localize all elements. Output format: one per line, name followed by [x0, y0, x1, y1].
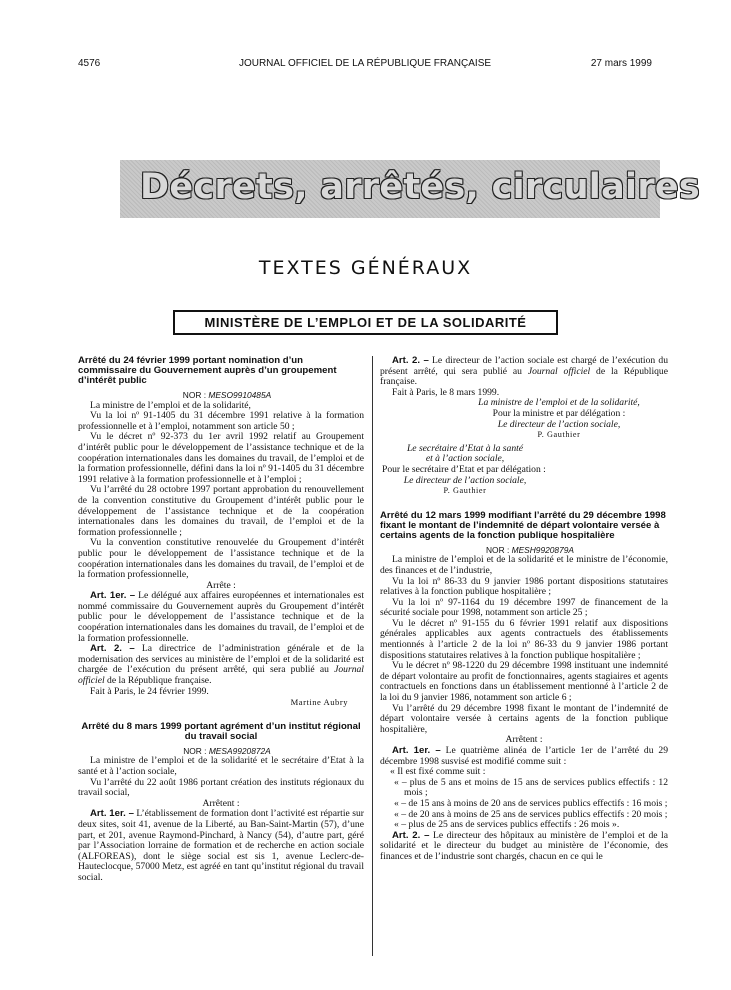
left-column — [78, 356, 364, 884]
quoted-item: « – de 15 ans à moins de 20 ans de services publics effectifs : 16 mois ; — [394, 797, 668, 809]
nor-reference-2: NOR : MESA9920872A — [183, 745, 271, 756]
section-title: TEXTES GÉNÉRAUX — [258, 257, 473, 279]
visa: Vu le décret nº 92-373 du 1er avril 1992 relatif au Groupement d’intérêt public pour le développement de l’assistance technique et de la coopération internationales dans les domaines du travail, de l’emploi et de la formation professionnelle, défini dans la loi nº 91-1405 du 31 décembre 1991 relative à la formation professionnelle et à l’emploi ; — [78, 431, 364, 485]
nor-reference-3: NOR : MESH9920879A — [486, 544, 574, 555]
article-2: Art. 2. – La directrice de l’administration générale et de la modernisation des services au ministère de l’emploi et de la solidarité est chargée de l’exécution du présent arrêté, qui sera publié au Journal officiel de la République française. — [78, 643, 364, 687]
arrete-heading: Arrêtent : — [202, 797, 240, 809]
quoted-item: « – de 20 ans à moins de 25 ans de services publics effectifs : 20 mois ; — [394, 808, 668, 820]
delegation: Pour le secrétaire d’Etat et par délégation : — [382, 463, 546, 475]
decree-title-1: Arrêté du 24 février 1999 portant nomination d’un commissaire du Gouvernement auprès d’un groupement d’intérêt public — [78, 355, 337, 386]
decree-title-3: Arrêté du 12 mars 1999 modifiant l’arrêté du 29 décembre 1998 fixant le montant de l’indemnité de départ volontaire versée à certains agents de la fonction publique hospitalière — [380, 509, 666, 541]
journal-title: JOURNAL OFFICIEL DE LA RÉPUBLIQUE FRANÇAISE — [238, 58, 492, 69]
decree-title-2: Arrêté du 8 mars 1999 portant agrément d’un institut régional du travail social — [81, 720, 361, 742]
signatory-role: et à l’action sociale, — [425, 453, 505, 465]
signature-date: Fait à Paris, le 8 mars 1999. — [392, 386, 500, 398]
issue-date: 27 mars 1999 — [590, 58, 652, 69]
arrete-heading: Arrête : — [206, 579, 236, 591]
page-number: 4576 — [78, 58, 101, 69]
page-header — [78, 58, 652, 72]
banner-title: Décrets, arrêtés, circulaires — [140, 167, 701, 207]
signature-date: Fait à Paris, le 24 février 1999. — [90, 685, 209, 697]
article-2: Art. 2. – Le directeur des hôpitaux au ministère de l’emploi et de la solidarité et le directeur du budget au ministère de l’économie, des finances et de l’industrie sont chargés, chacun en ce qui le — [380, 829, 668, 862]
ministry-box: MINISTÈRE DE L’EMPLOI ET DE LA SOLIDARITÉ — [173, 310, 558, 335]
signatory-name: P. Gauthier — [443, 486, 487, 496]
article-1: Art. 1er. – Le quatrième alinéa de l’article 1er de l’arrêté du 29 décembre 1998 susvisé est modifié comme suit : — [380, 745, 668, 767]
quoted-item: « – plus de 25 ans de services publics effectifs : 26 mois ». — [394, 819, 620, 831]
visa: Vu le décret nº 98-1220 du 29 décembre 1998 instituant une indemnité de départ volontaire au profit de fonctionnaires, agents stagiaires et agents contractuels en fonctions dans un établissement mentionné à l’article 2 de la loi du 9 janvier 1986, notamment son article 6 ; — [380, 660, 668, 704]
article-1: Art. 1er. – L’établissement de formation dont l’activité est répartie sur deux sites, soit 41, avenue de la Liberté, au Ban-Saint-Martin (57), d’une part, et 201, avenue Raymond-Pinchard, à Nancy (54), d’autre part, géré par l’Association lorraine de formation et de recherche en action sociale (ALFOREAS), dont le siège social est sis 1, avenue Leclerc-de-Hauteclocque, 57000 Metz, est agréé en tant qu’institut régional du travail social. — [78, 808, 364, 883]
visa: Vu le décret nº 91-155 du 6 février 1991 relatif aux dispositions générales applicables aux agents contractuels des établissements mentionnés à l’article 2 de la loi nº 86-33 du 9 janvier 1986 portant dispositions statutaires relatives à la fonction publique hospitalière ; — [380, 617, 668, 661]
signatory-name: P. Gauthier — [537, 430, 581, 440]
delegation: Pour la ministre et par délégation : — [492, 407, 626, 419]
signature-block-2 — [380, 444, 550, 465]
visa: Vu l’arrêté du 28 octobre 1997 portant approbation du renouvellement de la convention constitutive du Groupement d’intérêt public pour le développement de l’assistance technique et de la coopération internationales dans les domaines du travail, de l’emploi et de la formation professionnelle ; — [78, 484, 364, 538]
preamble: La ministre de l’emploi et de la solidarité, — [90, 399, 251, 411]
visa: Vu la loi nº 86-33 du 9 janvier 1986 portant dispositions statutaires relatives à la fonction publique hospitalière ; — [380, 575, 668, 598]
visa: Vu l’arrêté du 29 décembre 1998 fixant le montant de l’indemnité de départ volontaire versée à certains agents de la fonction publique hospitalière, — [380, 702, 668, 735]
quoted-item: « – plus de 5 ans et moins de 15 ans de services publics effectifs : 12 mois ; — [394, 776, 668, 799]
column-divider — [372, 356, 373, 956]
signatory-title: Le directeur de l’action sociale, — [497, 418, 621, 430]
arrete-heading: Arrêtent : — [505, 734, 543, 746]
signatory-name: Martine Aubry — [290, 697, 348, 708]
preamble: La ministre de l’emploi et de la solidarité et le secrétaire d’Etat à la santé et à l’action sociale, — [78, 755, 364, 777]
visa: Vu la loi nº 91-1405 du 31 décembre 1991 relative à la formation professionnelle et à l’emploi, notamment son article 50 ; — [78, 410, 364, 432]
signatory-role: Le secrétaire d’Etat à la santé — [406, 442, 524, 454]
right-column — [380, 356, 668, 863]
signature-block-1 — [450, 398, 668, 440]
visa: Vu l’arrêté du 22 août 1986 portant création des instituts régionaux du travail social, — [78, 776, 364, 799]
article-1: Art. 1er. – Le délégué aux affaires européennes et internationales est nommé commissaire du Gouvernement auprès du Groupement d’intérêt public pour le développement de l’assistance technique et de la coopération internationales dans les domaines du travail, de l’emploi et de la formation professionnelle. — [78, 590, 365, 644]
visa: Vu la convention constitutive renouvelée du Groupement d’intérêt public pour le développement de l’assistance technique et de la coopération internationales dans les domaines du travail, de l’emploi et de la formation professionnelle, — [78, 537, 364, 581]
quoted-text: « Il est fixé comme suit : — [390, 766, 486, 778]
article-2: Art. 2. – Le directeur de l’action sociale est chargé de l’exécution du présent arrêté, qui sera publié au Journal officiel de la République française. — [380, 355, 668, 388]
preamble: La ministre de l’emploi et de la solidarité et le ministre de l’économie, des finances et de l’industrie, — [380, 554, 668, 576]
signatory-title: Le directeur de l’action sociale, — [403, 474, 527, 486]
nor-reference-1: NOR : MESO9910485A — [182, 390, 272, 400]
signatory-role: La ministre de l’emploi et de la solidarité, — [478, 397, 640, 409]
visa: Vu la loi nº 97-1164 du 19 décembre 1997 de financement de la sécurité sociale pour 1998, notamment son article 25 ; — [380, 596, 668, 619]
